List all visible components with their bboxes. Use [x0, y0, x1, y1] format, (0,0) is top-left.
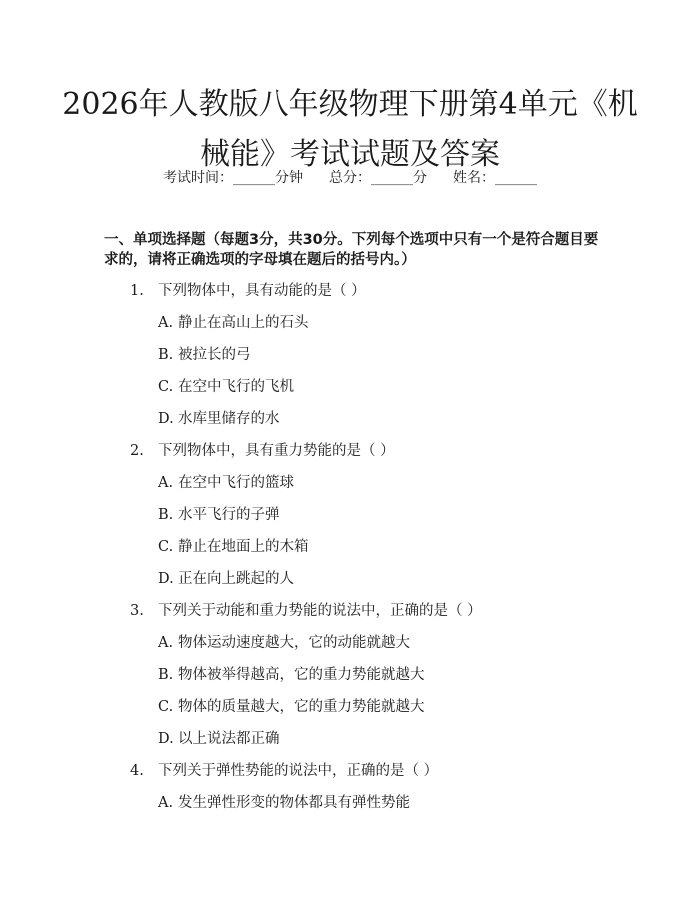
question-2-option-c [158, 537, 309, 557]
question-2-option-d [158, 569, 294, 589]
option-text: 物体运动速度越大，它的动能就越大 [178, 635, 410, 651]
option-letter: B. [158, 667, 174, 683]
question-number: 2. [130, 443, 144, 459]
question-1-option-d [158, 409, 280, 429]
option-letter: B. [158, 347, 174, 363]
option-text: 被拉长的弓 [178, 347, 251, 363]
question-2-option-b [158, 505, 280, 525]
option-text: 水库里储存的水 [178, 411, 280, 427]
option-letter: A. [158, 315, 174, 331]
question-1-option-b [158, 345, 251, 365]
question-number: 3. [130, 603, 144, 619]
option-text: 静止在地面上的木箱 [178, 539, 309, 555]
question-2-stem [130, 441, 395, 461]
document-title: 2026年人教版八年级物理下册第4单元《机械能》考试试题及答案 [62, 87, 638, 172]
exam-info-line [0, 168, 700, 188]
question-text: 下列关于弹性势能的说法中，正确的是（ ） [158, 763, 439, 779]
question-text: 下列物体中，具有重力势能的是（ ） [158, 443, 395, 459]
option-text: 水平飞行的子弹 [178, 507, 280, 523]
total-score-field: 总分：______分 [329, 170, 427, 186]
question-number: 1. [130, 283, 144, 299]
option-text: 物体被举得越高，它的重力势能就越大 [178, 667, 425, 683]
option-text: 在空中飞行的飞机 [178, 379, 294, 395]
option-text: 在空中飞行的篮球 [178, 475, 294, 491]
question-text: 下列关于动能和重力势能的说法中，正确的是（ ） [158, 603, 482, 619]
option-text: 静止在高山上的石头 [178, 315, 309, 331]
question-number: 4. [130, 763, 144, 779]
option-letter: D. [158, 411, 174, 427]
option-letter: C. [158, 699, 174, 715]
option-letter: D. [158, 571, 174, 587]
option-letter: A. [158, 795, 174, 811]
option-text: 发生弹性形变的物体都具有弹性势能 [178, 795, 410, 811]
question-1-option-c [158, 377, 294, 397]
exam-time-field: 考试时间：______分钟 [163, 170, 303, 186]
option-letter: B. [158, 507, 174, 523]
question-3-stem [130, 601, 482, 621]
question-2-option-a [158, 473, 294, 493]
section-heading: 一、单项选择题（每题3分，共30分。下列每个选项中只有一个是符合题目要求的，请将正确选项的字母填在题后的括号内。） [104, 232, 599, 268]
name-field: 姓名：______ [453, 170, 537, 186]
question-3-option-c [158, 697, 425, 717]
question-text: 下列物体中，具有动能的是（ ） [158, 283, 366, 299]
option-text: 正在向上跳起的人 [178, 571, 294, 587]
option-text: 物体的质量越大，它的重力势能就越大 [178, 699, 425, 715]
question-4-option-a [158, 793, 410, 813]
option-letter: C. [158, 379, 174, 395]
option-letter: A. [158, 635, 174, 651]
question-4-stem [130, 761, 438, 781]
option-letter: C. [158, 539, 174, 555]
question-3-option-d [158, 729, 280, 749]
option-letter: A. [158, 475, 174, 491]
question-1-stem [130, 281, 366, 301]
option-letter: D. [158, 731, 174, 747]
question-1-option-a [158, 313, 309, 333]
option-text: 以上说法都正确 [178, 731, 280, 747]
question-3-option-b [158, 665, 425, 685]
question-3-option-a [158, 633, 410, 653]
